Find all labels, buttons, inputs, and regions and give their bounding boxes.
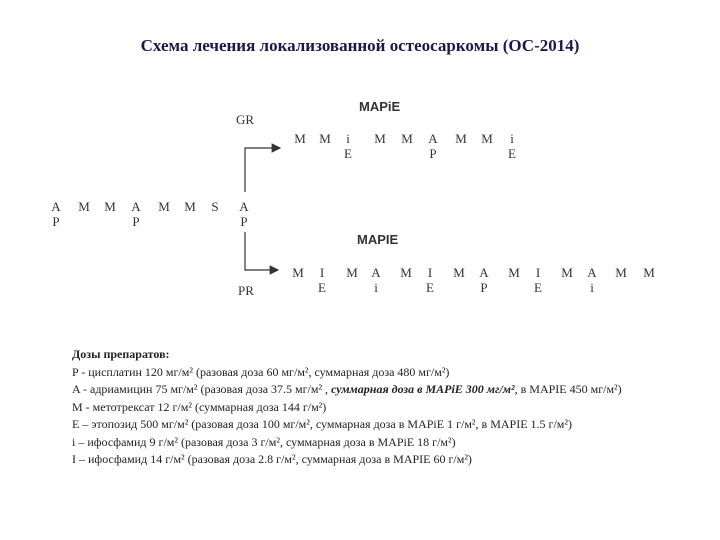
gr-cell-top: M bbox=[401, 131, 413, 146]
pr-cell-top: M bbox=[346, 265, 358, 280]
gr-regimen-title: MAPiE bbox=[359, 99, 401, 114]
gr-label: GR bbox=[236, 112, 255, 127]
dose-adriamycin-tail: , в MAPIE 450 мг/м²) bbox=[514, 382, 622, 396]
pr-label: PR bbox=[238, 283, 254, 298]
page-title: Схема лечения локализованной остеосаркомы (ОС-2014) bbox=[140, 36, 580, 55]
dose-adriamycin bbox=[72, 381, 622, 399]
induction-cell bbox=[76, 199, 92, 214]
gr-cell bbox=[399, 131, 415, 146]
induction-cell-bottom: P bbox=[240, 214, 248, 229]
pr-cell-bottom: i bbox=[590, 280, 594, 295]
gr-cell-top: i bbox=[346, 131, 350, 146]
induction-cell-top: M bbox=[104, 199, 116, 214]
gr-cell bbox=[504, 131, 520, 161]
pr-cell-top: M bbox=[400, 265, 412, 280]
pr-cell bbox=[559, 265, 575, 280]
induction-cell bbox=[156, 199, 172, 214]
induction-cell bbox=[128, 199, 144, 229]
pr-cell bbox=[344, 265, 360, 280]
pr-cell bbox=[398, 265, 414, 280]
pr-cell-top: M bbox=[643, 265, 655, 280]
pr-cell bbox=[506, 265, 522, 280]
pr-cell bbox=[451, 265, 467, 280]
induction-cell-bottom: P bbox=[132, 214, 140, 229]
pr-cell-top: A bbox=[371, 265, 381, 280]
gr-cell-top: M bbox=[319, 131, 331, 146]
induction-cell-bottom: P bbox=[52, 214, 60, 229]
pr-cell bbox=[422, 265, 438, 295]
gr-cell-bottom: P bbox=[429, 146, 437, 161]
pr-cell bbox=[368, 265, 384, 295]
pr-cell-top: M bbox=[292, 265, 304, 280]
dose-ifosfamide-small: i – ифосфамид 9 г/м² (разовая доза 3 г/м², суммарная доза в MAPiE 18 г/м²) bbox=[72, 434, 456, 449]
pr-cell-bottom: i bbox=[374, 280, 378, 295]
pr-cell-bottom: E bbox=[318, 280, 326, 295]
induction-cell bbox=[182, 199, 198, 214]
induction-cell bbox=[48, 199, 64, 229]
gr-cell bbox=[425, 131, 441, 161]
induction-cell-top: M bbox=[184, 199, 196, 214]
gr-cell bbox=[453, 131, 469, 146]
pr-cell bbox=[641, 265, 657, 280]
dose-ifosfamide-big: I – ифосфамид 14 г/м² (разовая доза 2.8 г/м², суммарная доза в MAPIE 60 г/м²) bbox=[72, 452, 472, 466]
induction-cell-top: S bbox=[211, 199, 219, 214]
pr-cell bbox=[290, 265, 306, 280]
pr-cell bbox=[584, 265, 600, 295]
gr-branch-arrow bbox=[245, 148, 280, 192]
pr-cell-top: M bbox=[453, 265, 465, 280]
doses-section bbox=[72, 346, 622, 469]
induction-cell bbox=[236, 199, 252, 229]
induction-cell-top: M bbox=[158, 199, 170, 214]
induction-cell-top: A bbox=[131, 199, 141, 214]
gr-cell-top: M bbox=[481, 131, 493, 146]
pr-cell bbox=[613, 265, 629, 280]
induction-cell-top: M bbox=[78, 199, 90, 214]
gr-cell-top: M bbox=[294, 131, 306, 146]
doses-heading: Дозы препаратов: bbox=[72, 347, 170, 361]
gr-cell bbox=[372, 131, 388, 146]
dose-etoposide: E – этопозид 500 мг/м² (разовая доза 100 мг/м², суммарная доза в MAPiE 1 г/м², в MAPIE 1.5 г/м²) bbox=[72, 417, 572, 431]
dose-methotrexate: M - метотрексат 12 г/м² (суммарная доза 144 г/м²) bbox=[72, 399, 327, 414]
pr-cell-bottom: E bbox=[426, 280, 434, 295]
pr-cell-top: I bbox=[319, 265, 325, 280]
gr-cell-top: A bbox=[428, 131, 438, 146]
pr-cell-top: M bbox=[615, 265, 627, 280]
gr-cell-top: M bbox=[455, 131, 467, 146]
pr-cell-bottom: E bbox=[534, 280, 542, 295]
pr-cell-top: M bbox=[561, 265, 573, 280]
induction-cell bbox=[207, 199, 223, 214]
dose-adriamycin-text: A - адриамицин 75 мг/м² (разовая доза 37.5 мг/м² , bbox=[72, 382, 332, 396]
gr-cell bbox=[340, 131, 356, 161]
pr-cell bbox=[314, 265, 330, 295]
gr-cell bbox=[292, 131, 308, 146]
gr-cell bbox=[317, 131, 333, 146]
pr-cell-top: A bbox=[479, 265, 489, 280]
gr-cell bbox=[479, 131, 495, 146]
induction-cell-top: A bbox=[51, 199, 61, 214]
pr-branch-arrow bbox=[245, 232, 278, 270]
gr-cell-bottom: E bbox=[508, 146, 516, 161]
pr-cell-top: M bbox=[508, 265, 520, 280]
pr-cell-top: I bbox=[535, 265, 541, 280]
pr-cell bbox=[476, 265, 492, 295]
gr-cell-top: i bbox=[510, 131, 514, 146]
pr-cell-bottom: P bbox=[480, 280, 488, 295]
induction-cell bbox=[102, 199, 118, 214]
dose-adriamycin-emphasis: суммарная доза в MAPiE 300 мг/м² bbox=[331, 382, 515, 396]
pr-cell bbox=[530, 265, 546, 295]
gr-cell-top: M bbox=[374, 131, 386, 146]
gr-cell-bottom: E bbox=[344, 146, 352, 161]
induction-cell-top: A bbox=[239, 199, 249, 214]
pr-cell-top: A bbox=[587, 265, 597, 280]
dose-cisplatin: P - цисплатин 120 мг/м² (разовая доза 60 мг/м², суммарная доза 480 мг/м²) bbox=[72, 364, 450, 379]
pr-regimen-title: MAPIE bbox=[357, 232, 399, 247]
pr-cell-top: I bbox=[427, 265, 433, 280]
